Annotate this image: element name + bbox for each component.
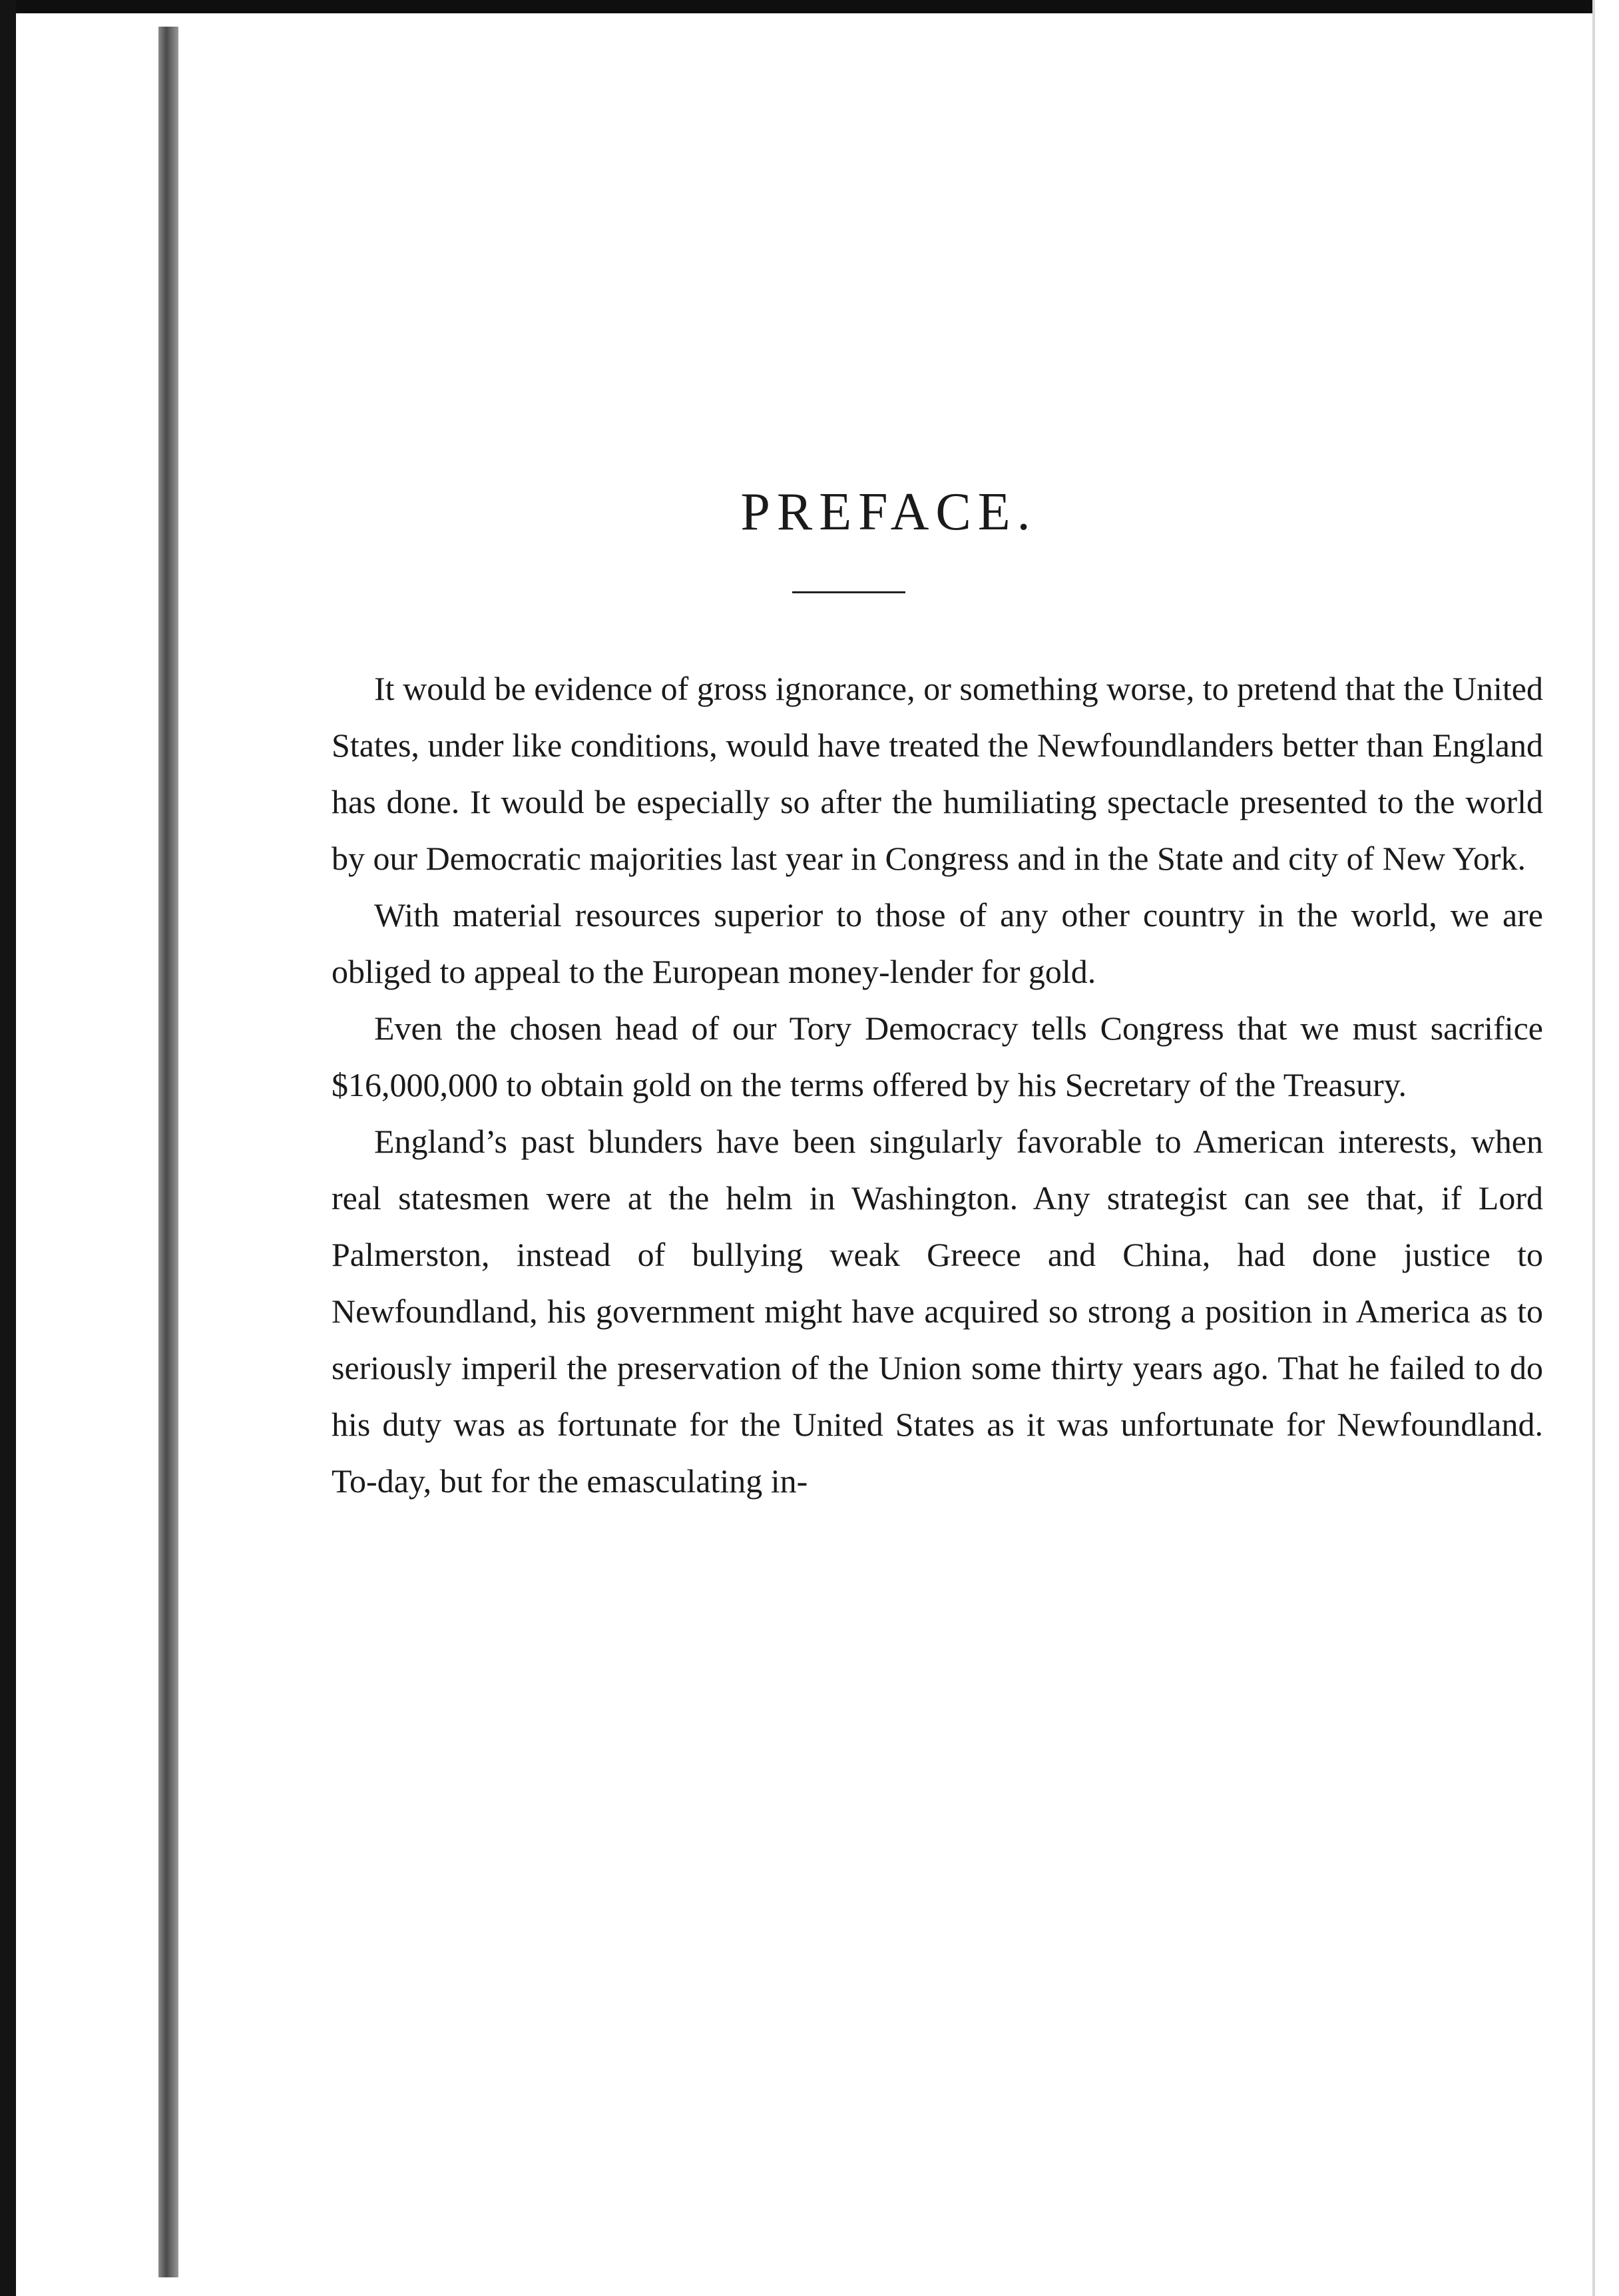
paragraph-1: It would be evidence of gross ignorance, or something worse, to pretend that the United States, under like conditions, would have treated the Newfoundlanders better than England has done. It would be especially so after the humiliating spectacle presented to the world by our Democratic majorities last year in Congress and in the State and city of New York.: [332, 670, 1543, 877]
scan-top-edge: [0, 0, 1619, 13]
preface-body: [332, 661, 1543, 1510]
paragraph-4: England’s past blunders have been singularly favorable to American interests, when real statesmen were at the helm in Washington. Any strategist can see that, if Lord Palmerston, instead of bullying weak Greece and China, had done justice to Newfoundland, his government might have acquired so strong a position in America as to seriously imperil the preservation of the Union some thirty years ago. That he failed to do his duty was as fortunate for the United States as it was unfortunate for Newfoundland. To-day, but for the emasculating in-: [332, 1123, 1543, 1500]
scan-right-edge: [1592, 0, 1619, 2296]
paragraph-2: With material resources superior to those of any other country in the world, we are obliged to appeal to the European money-lender for gold.: [332, 896, 1543, 990]
title-divider: [792, 591, 905, 593]
book-page: [180, 16, 1598, 2280]
page-title: PREFACE.: [740, 483, 1037, 541]
paragraph-3: Even the chosen head of our Tory Democracy tells Congress that we must sacrifice $16,000,000 to obtain gold on the terms offered by his Secretary of the Treasury.: [332, 1009, 1543, 1103]
scan-gutter-shadow: [158, 27, 178, 2277]
scan-binding-edge: [0, 0, 16, 2296]
